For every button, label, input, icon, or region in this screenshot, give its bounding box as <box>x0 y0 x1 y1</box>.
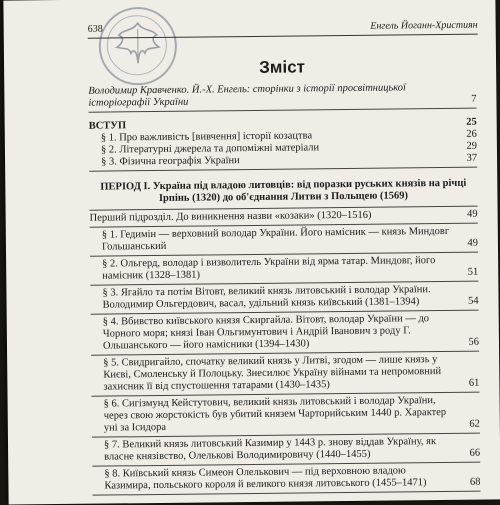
header-rule <box>88 34 478 39</box>
toc-entry-text: § 4. Вбивство київського князя Скиргайла. Вітовт, володар України — до Чорного моря; князі Іван Ольгимунтович і Андрій Іванович з роду Г. Ольшанського — його намісники (1394–1430) <box>103 313 479 353</box>
toc-entry-page: 68 <box>470 477 481 489</box>
toc-entry-page: 61 <box>469 378 480 390</box>
running-head: Енгель Йоганн-Християн <box>370 20 477 32</box>
page-header <box>88 22 478 40</box>
toc-entry-page: 56 <box>468 337 479 349</box>
period-heading: ПЕРІОД І. Україна під владою литовців: від поразки руських князів на річці Ірпінь (1320) до об'єднання Литви з Польщею (1569) <box>89 176 477 208</box>
toc-entry-page: 29 <box>466 141 477 153</box>
toc-intro-entry[interactable] <box>88 82 476 110</box>
toc-entry-text: § 6. Сигізмунд Кейстутович, великий князь литовський і володар України, через свою жорстокість був убитий князем Чарторийським 1440 р. Характер уні за Ісидора <box>104 395 480 435</box>
toc-entry-page: 49 <box>467 238 478 250</box>
toc-entry-page: 49 <box>467 209 478 221</box>
toc-entry-page: 37 <box>466 153 477 165</box>
toc-entry-text: Володимир Кравченко. Й.-Х. Енгель: сторінки з історії просвітницької історіографії України <box>88 82 476 110</box>
toc-entry-page: 51 <box>468 267 479 279</box>
toc-entry-page: 25 <box>466 117 477 129</box>
toc-entry-text: Перший підрозділ. До виникнення назви «козаки» (1320–1516) <box>90 209 478 225</box>
toc-section-list <box>89 129 477 169</box>
toc-entry-text: § 2. Ольгерд, володар і визволитель України від ярма татар. Миндовг, його намісник (1328–1381) <box>102 255 478 283</box>
toc-entry-text: § 3. Ягайло та потім Вітовт, великий князь литовський і володар України. Володимир Ольгердович, васал, удільний князь київський (1381–1394) <box>102 284 478 312</box>
toc-entry[interactable] <box>91 313 479 353</box>
toc-entry[interactable] <box>92 436 480 464</box>
toc-entry-text: § 5. Свидригайло, спочатку великий князь у Литві, згодом — лише князь у Києві, Смоленську й Полоцьку. Знесилює Україну війнами та непромовний захисник її від спустошення татарами (1430–1435) <box>103 354 479 394</box>
toc-entry[interactable] <box>92 395 480 435</box>
toc-entry[interactable] <box>90 284 478 312</box>
toc-entry[interactable] <box>91 354 479 394</box>
toc-entry[interactable] <box>90 255 478 283</box>
toc-entry-text: ВСТУП <box>89 117 477 133</box>
toc-entry-page: 54 <box>468 296 479 308</box>
toc-entry[interactable] <box>92 465 480 493</box>
toc-entry-page: 7 <box>471 94 476 106</box>
toc-entry-text: § 8. Київський князь Симеон Олелькович — під верховною владою Казимира, польського короля й великого князя литовського (1455–1471) <box>104 465 480 493</box>
toc-entry-page: 26 <box>466 129 477 141</box>
document-page <box>3 0 500 505</box>
toc-entry-text: § 1. Гедимін — верховний володар України. Його намісник — князь Миндовг Гольшанський <box>102 226 478 254</box>
table-of-contents <box>88 56 481 498</box>
page-number: 638 <box>88 24 103 35</box>
toc-entry-page: 66 <box>470 448 481 460</box>
toc-entry-page: 62 <box>469 419 480 431</box>
toc-title: Зміст <box>88 56 476 80</box>
toc-entry-text: § 3. Фізична географія України <box>101 153 477 169</box>
toc-entry-text: § 1. Про важливість [вивчення] історії козацтва <box>101 129 477 145</box>
toc-entry[interactable] <box>90 226 478 254</box>
toc-entry-text: § 7. Великий князь литовський Казимир у 1443 р. знову віддав Україну, як власне князівство, Олелькові Володимировичу (1440–1455) <box>104 436 480 464</box>
toc-entry-text: § 2. Літературні джерела та допоміжні матеріали <box>101 141 477 157</box>
toc-section-list <box>90 226 481 496</box>
